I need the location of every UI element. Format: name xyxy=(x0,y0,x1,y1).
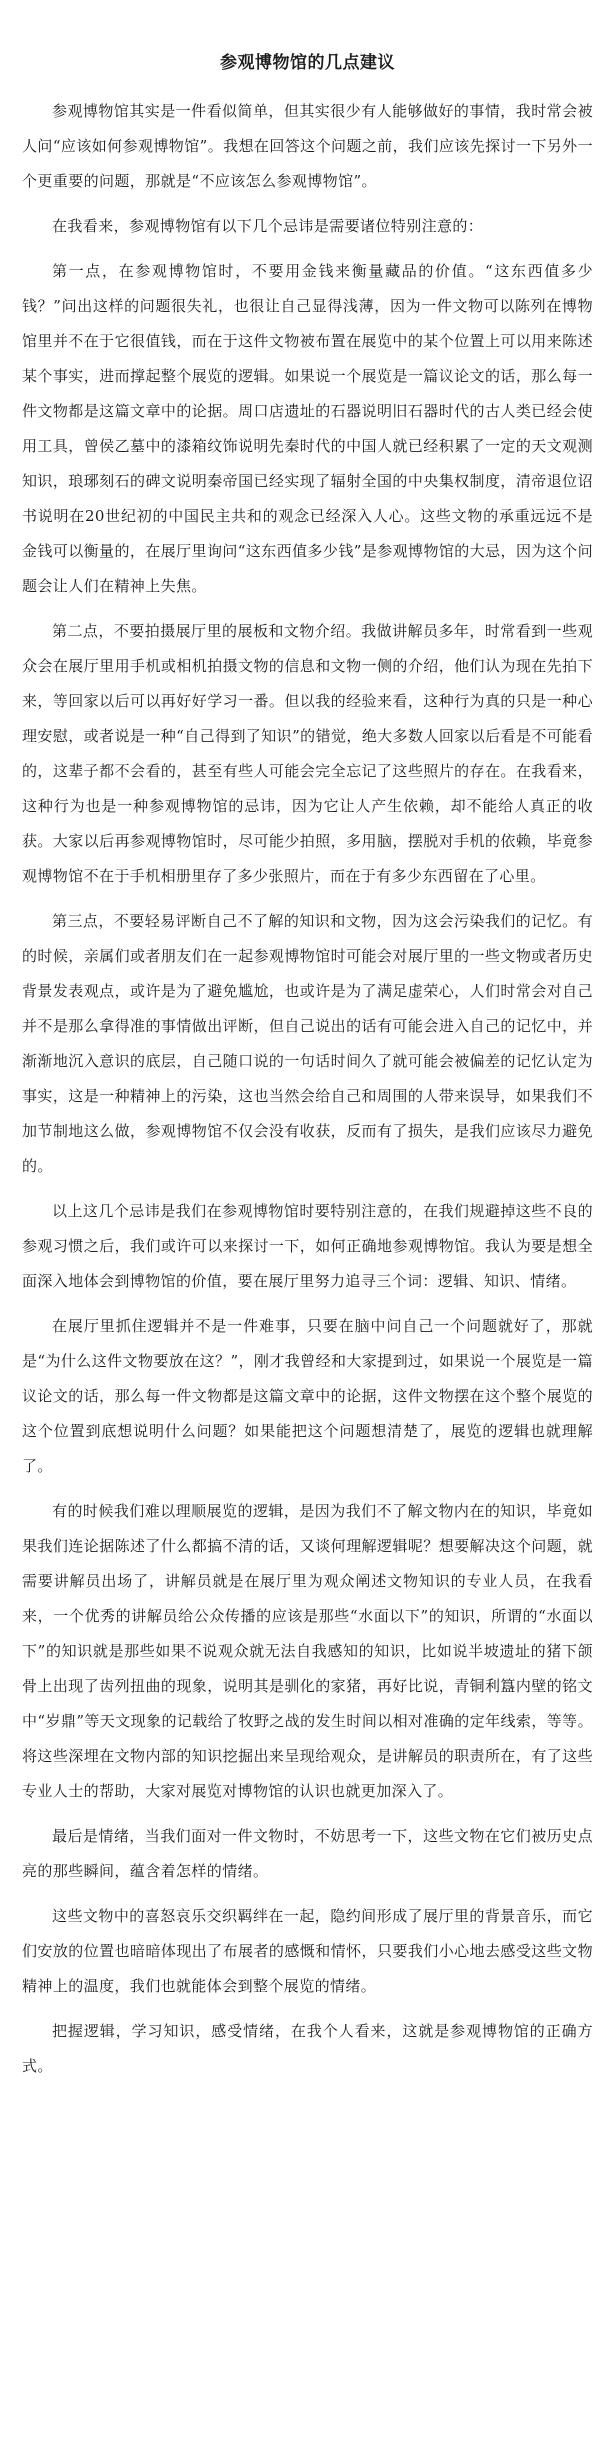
paragraph-emotion: 最后是情绪，当我们面对一件文物时，不妨思考一下，这些文物在它们被历史点亮的那些瞬间，蕴含着怎样的情绪。 xyxy=(22,1827,593,1880)
paragraph-point-three: 第三点，不要轻易评断自己不了解的知识和文物，因为这会污染我们的记忆。有的时候，亲属们或者朋友们在一起参观博物馆时可能会对展厅里的一些文物或者历史背景发表观点，或许是为了避免尴尬，也或许是为了满足虚荣心，人们时常会对自己并不是那么拿得准的事情做出评断，但自己说出的话有可能会进入自己的记忆中，并渐渐地沉入意识的底层，自己随口说的一句话时间久了就可能会被偏差的记忆认定为事实，这是一种精神上的污染，这也当然会给自己和周围的人带来误导，如果我们不加节制地这么做，参观博物馆不仅会没有收获，反而有了损失，是我们应该尽力避免的。 xyxy=(22,912,593,1175)
paragraph-transition: 以上这几个忌讳是我们在参观博物馆时要特别注意的，在我们规避掉这些不良的参观习惯之后，我们或许可以来探讨一下，如何正确地参观博物馆。我认为要是想全面深入地体会到博物馆的价值，要在展厅里努力追寻三个词：逻辑、知识、情绪。 xyxy=(22,1202,593,1290)
paragraph-point-one: 第一点，在参观博物馆时，不要用金钱来衡量藏品的价值。“这东西值多少钱？”问出这样的问题很失礼，也很让自己显得浅薄，因为一件文物可以陈列在博物馆里并不在于它很值钱，而在于这件文物被布置在展览中的某个位置上可以用来陈述某个事实，进而撑起整个展览的逻辑。如果说一个展览是一篇议论文的话，那么每一件文物都是这篇文章中的论据。周口店遗址的石器说明旧石器时代的古人类已经会使用工具，曾侯乙墓中的漆箱纹饰说明先秦时代的中国人就已经积累了一定的天文观测知识，琅琊刻石的碑文说明秦帝国已经实现了辐射全国的中央集权制度，清帝退位诏书说明在20世纪初的中国民主共和的观念已经深入人心。这些文物的承重远远不是金钱可以衡量的，在展厅里询问“这东西值多少钱”是参观博物馆的大忌，因为这个问题会让人们在精神上失焦。 xyxy=(22,262,593,595)
paragraph-knowledge: 有的时候我们难以理顺展览的逻辑，是因为我们不了解文物内在的知识，毕竟如果我们连论据陈述了什么都搞不清的话，又谈何理解逻辑呢？想要解决这个问题，就需要讲解员出场了，讲解员就是在展厅里为观众阐述文物知识的专业人员，在我看来，一个优秀的讲解员给公众传播的应该是那些“水面以下”的知识，所谓的“水面以下”的知识就是那些如果不说观众就无法自我感知的知识，比如说半坡遗址的猪下颌骨上出现了齿列扭曲的现象，说明其是驯化的家猪，再好比说，青铜利簋内壁的铭文中“岁鼎”等天文现象的记载给了牧野之战的发生时间以相对准确的定年线索，等等。将这些深埋在文物内部的知识挖掘出来呈现给观众，是讲解员的职责所在，有了这些专业人士的帮助，大家对展览对博物馆的认识也就更加深入了。 xyxy=(22,1502,593,1800)
article-title: 参观博物馆的几点建议 xyxy=(220,53,395,73)
paragraph-logic: 在展厅里抓住逻辑并不是一件难事，只要在脑中问自己一个问题就好了，那就是“为什么这件文物要放在这？”，刚才我曾经和大家提到过，如果说一个展览是一篇议论文的话，那么每一件文物都是这篇文章中的论据，这件文物摆在这个整个展览的这个位置到底想说明什么问题？如果能把这个问题想清楚了，展览的逻辑也就理解了。 xyxy=(22,1317,593,1475)
paragraph-point-two: 第二点，不要拍摄展厅里的展板和文物介绍。我做讲解员多年，时常看到一些观众会在展厅里用手机或相机拍摄文物的信息和文物一侧的介绍，他们认为现在先拍下来，等回家以后可以再好好学习一番。但以我的经验来看，这种行为真的只是一种心理安慰，或者说是一种“自己得到了知识”的错觉，绝大多数人回家以后看是不可能看的，这辈子都不会看的，甚至有些人可能会完全忘记了这些照片的存在。在我看来，这种行为也是一种参观博物馆的忌讳，因为它让人产生依赖，却不能给人真正的收获。大家以后再参观博物馆时，尽可能少拍照，多用脑，摆脱对手机的依赖，毕竟参观博物馆不在于手机相册里存了多少张照片，而在于有多少东西留在了心里。 xyxy=(22,622,593,885)
paragraph-taboos-intro: 在我看来，参观博物馆有以下几个忌讳是需要诸位特别注意的： xyxy=(52,217,484,235)
paragraph-conclusion: 把握逻辑，学习知识，感受情绪，在我个人看来，这就是参观博物馆的正确方式。 xyxy=(22,2022,593,2075)
paragraph-emotion-detail: 这些文物中的喜怒哀乐交织羁绊在一起，隐约间形成了展厅里的背景音乐，而它们安放的位置也暗暗体现出了布展者的感慨和情怀，只要我们小心地去感受这些文物精神上的温度，我们也就能体会到整个展览的情绪。 xyxy=(22,1907,593,1995)
paragraph-intro: 参观博物馆其实是一件看似简单，但其实很少有人能够做好的事情，我时常会被人问“应该如何参观博物馆”。我想在回答这个问题之前，我们应该先探讨一下另外一个更重要的问题，那就是“不应该怎么参观博物馆”。 xyxy=(22,102,593,190)
